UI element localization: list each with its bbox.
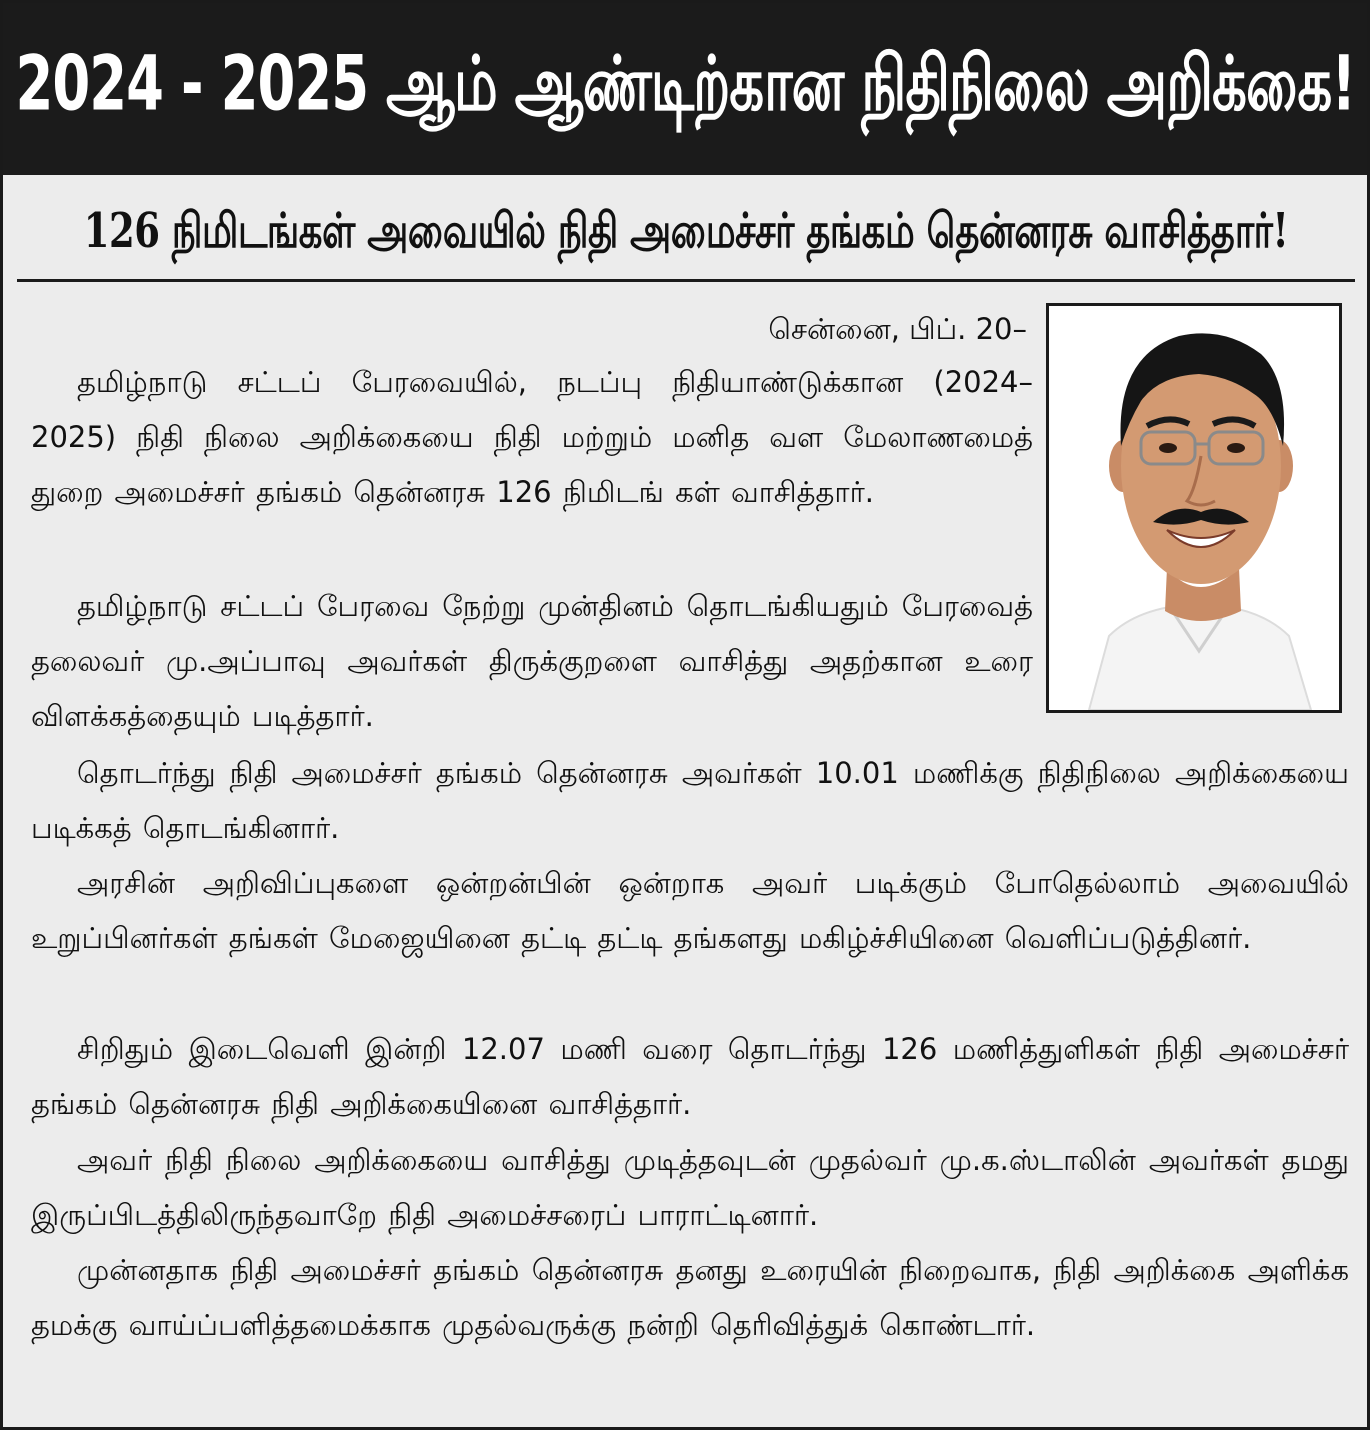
article-paragraph-7: முன்னதாக நிதி அமைச்சர் தங்கம் தென்னரசு தனது உரையின் நிறைவாக, நிதி அறிக்கை அளிக்க தமக்கு வாய்ப்பளித்தமைக்காக முதல்வருக்கு நன்றி தெரிவித்துக் கொண்டார்.	[31, 1253, 1349, 1342]
article-paragraph-2: தமிழ்நாடு சட்டப் பேரவை நேற்று முன்தினம் தொடங்கியதும் பேரவைத் தலைவர் மு.அப்பாவு அவர்கள் திருக்குறளை வாசித்து அதற்கான உரை விளக்கத்தையும் படித்தார்.	[31, 589, 1033, 733]
article-paragraph-3: தொடர்ந்து நிதி அமைச்சர் தங்கம் தென்னரசு அவர்கள் 10.01 மணிக்கு நிதிநிலை அறிக்கையை படிக்கத் தொடங்கினார்.	[31, 756, 1349, 845]
dateline: சென்னை, பிப். 20–	[768, 312, 1027, 346]
minister-photo	[1046, 303, 1342, 713]
article-paragraph-6: அவர் நிதி நிலை அறிக்கையை வாசித்து முடித்தவுடன் முதல்வர் மு.க.ஸ்டாலின் அவர்கள் தமது இருப்பிடத்திலிருந்தவாறே நிதி அமைச்சரைப் பாராட்டினார்.	[31, 1143, 1349, 1232]
portrait-image	[1049, 306, 1339, 710]
headline: 2024 - 2025 ஆம் ஆண்டிற்கான நிதிநிலை அறிக்கை!	[15, 40, 1355, 129]
article-paragraph-4: அரசின் அறிவிப்புகளை ஒன்றன்பின் ஒன்றாக அவர் படிக்கும் போதெல்லாம் அவையில் உறுப்பினர்கள் தங்கள் மேஜையினை தட்டி தட்டி தங்களது மகிழ்ச்சியினை வெளிப்படுத்தினர்.	[31, 866, 1349, 955]
headline-banner	[3, 3, 1367, 175]
subheadline-bar	[17, 187, 1355, 282]
article-paragraph-5: சிறிதும் இடைவெளி இன்றி 12.07 மணி வரை தொடர்ந்து 126 மணித்துளிகள் நிதி அமைச்சர் தங்கம் தென்னரசு நிதி அறிக்கையினை வாசித்தார்.	[31, 1032, 1349, 1121]
subheadline: 126 நிமிடங்கள் அவையில் நிதி அமைச்சர் தங்கம் தென்னரசு வாசித்தார்!	[83, 201, 1289, 259]
article-paragraph-1: தமிழ்நாடு சட்டப் பேரவையில், நடப்பு நிதியாண்டுக்கான (2024– 2025) நிதி நிலை அறிக்கையை நிதி மற்றும் மனித வள மேலாணமைத் துறை அமைச்சர் தங்கம் தென்னரசு 126 நிமிடங் கள் வாசித்தார்.	[31, 365, 1033, 509]
